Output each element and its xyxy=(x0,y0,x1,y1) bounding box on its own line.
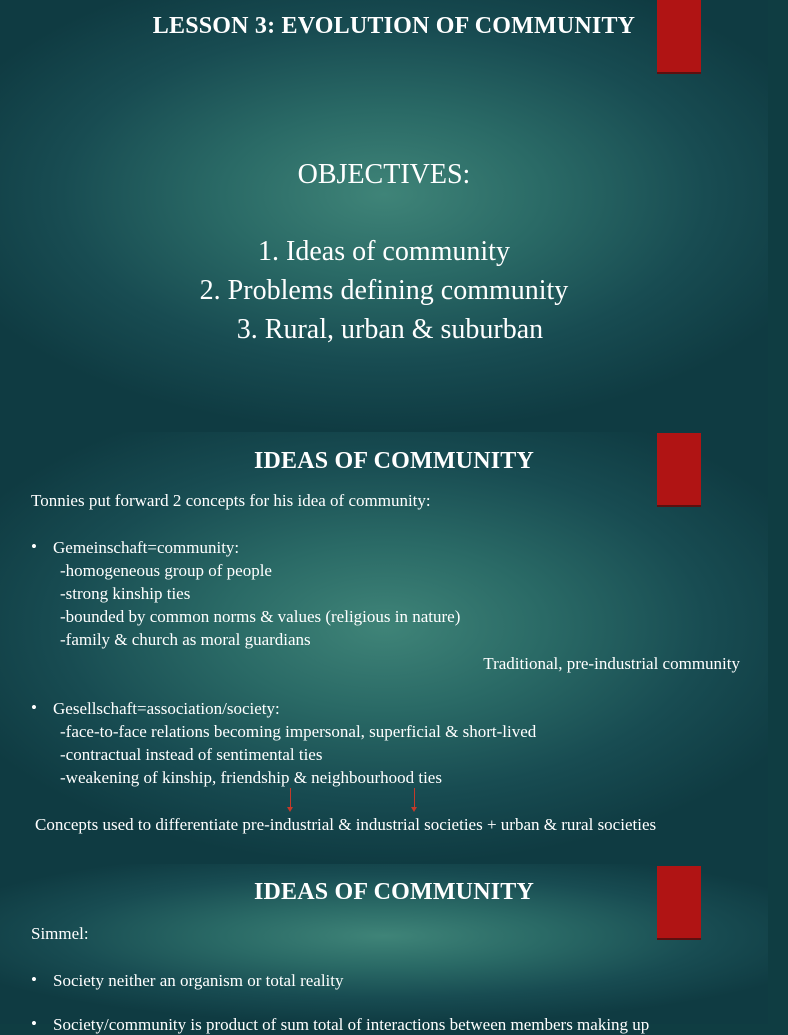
objective-item-1: 1. Ideas of community xyxy=(258,236,510,267)
slide-simmel xyxy=(0,864,768,1034)
bullet-dot: • xyxy=(31,1014,37,1033)
gemeinschaft-item: -bounded by common norms & values (religious in nature) xyxy=(60,607,461,626)
slide-lesson-title xyxy=(0,0,768,432)
bullet-dot: • xyxy=(31,970,37,989)
slide-title: IDEAS OF COMMUNITY xyxy=(253,448,535,474)
gemeinschaft-item: -family & church as moral guardians xyxy=(60,630,311,649)
objective-item-2: 2. Problems defining community xyxy=(199,275,569,306)
gesellschaft-item: -weakening of kinship, friendship & neighbourhood ties xyxy=(60,768,442,787)
simmel-bullet: Society/community is product of sum total of interactions between members making up xyxy=(53,1015,650,1034)
gemeinschaft-item: -strong kinship ties xyxy=(60,584,191,603)
gesellschaft-item: -contractual instead of sentimental ties xyxy=(60,745,323,764)
objectives-heading: OBJECTIVES: xyxy=(297,159,471,190)
simmel-bullet: Society neither an organism or total reality xyxy=(53,971,344,990)
slide-tonnies xyxy=(0,432,768,864)
intro-text: Simmel: xyxy=(31,924,89,943)
gesellschaft-heading: Gesellschaft=association/society: xyxy=(53,699,280,718)
slide-title: LESSON 3: EVOLUTION OF COMMUNITY xyxy=(152,13,636,39)
gemeinschaft-caption: Traditional, pre-industrial community xyxy=(483,654,740,673)
slide-title: IDEAS OF COMMUNITY xyxy=(253,879,535,905)
intro-text: Tonnies put forward 2 concepts for his idea of community: xyxy=(31,491,431,510)
arrow-down-icon xyxy=(414,788,415,810)
arrow-down-icon xyxy=(290,788,291,810)
gemeinschaft-item: -homogeneous group of people xyxy=(60,561,272,580)
bullet-dot: • xyxy=(31,537,37,556)
bullet-dot: • xyxy=(31,698,37,717)
gemeinschaft-heading: Gemeinschaft=community: xyxy=(53,538,240,557)
conclusion-text: Concepts used to differentiate pre-industrial & industrial societies + urban & rural societies xyxy=(35,815,657,834)
objective-item-3: 3. Rural, urban & suburban xyxy=(236,314,544,345)
gesellschaft-item: -face-to-face relations becoming impersonal, superficial & short-lived xyxy=(60,722,537,741)
